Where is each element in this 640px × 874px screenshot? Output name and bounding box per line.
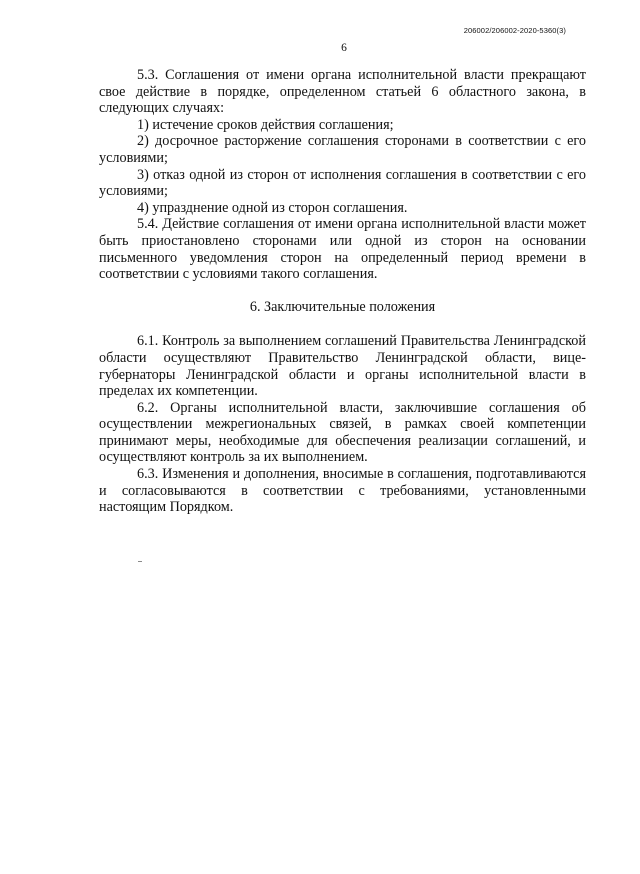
- list-item-1: 1) истечение сроков действия соглашения;: [137, 116, 394, 133]
- paragraph-6-1: 6.1. Контроль за выполнением соглашений Правительства Ленинградской области осуществляют Правительство Ленинградской области, вице-губернаторы Ленинградской области и органы исполнительной власти в пределах их компетенции.: [99, 333, 586, 400]
- document-body: [99, 67, 586, 516]
- paragraph-5-3: 5.3. Соглашения от имени органа исполнительной власти прекращают свое действие в порядке, определенном статьей 6 областного закона, в следующих случаях:: [99, 67, 586, 117]
- list-item-3: 3) отказ одной из сторон от исполнения соглашения в соответствии с его условиями;: [99, 166, 586, 200]
- page-number: 6: [341, 42, 347, 54]
- paragraph-6-3: 6.3. Изменения и дополнения, вносимые в соглашения, подготавливаются и согласовываются в соответствии с требованиями, установленными настоящим Порядком.: [99, 466, 586, 516]
- paragraph-5-4: 5.4. Действие соглашения от имени органа исполнительной власти может быть приостановлено сторонами или одной из сторон на основании письменного уведомления сторон на определенный период времени в соответствии с условиями такого соглашения.: [99, 216, 586, 283]
- section-6-heading: 6. Заключительные положения: [249, 298, 436, 315]
- list-item-4: 4) упразднение одной из сторон соглашения.: [137, 199, 408, 216]
- list-item-2: 2) досрочное расторжение соглашения сторонами в соответствии с его условиями;: [99, 133, 586, 166]
- document-registration-number: 206002/206002-2020-5360(3): [463, 26, 566, 35]
- scan-speck: [138, 561, 142, 562]
- paragraph-6-2: 6.2. Органы исполнительной власти, заключившие соглашения об осуществлении межрегиональных связей, в рамках своей компетенции принимают меры, необходимые для обеспечения реализации соглашений, и осуществляют контроль за их выполнением.: [99, 399, 586, 466]
